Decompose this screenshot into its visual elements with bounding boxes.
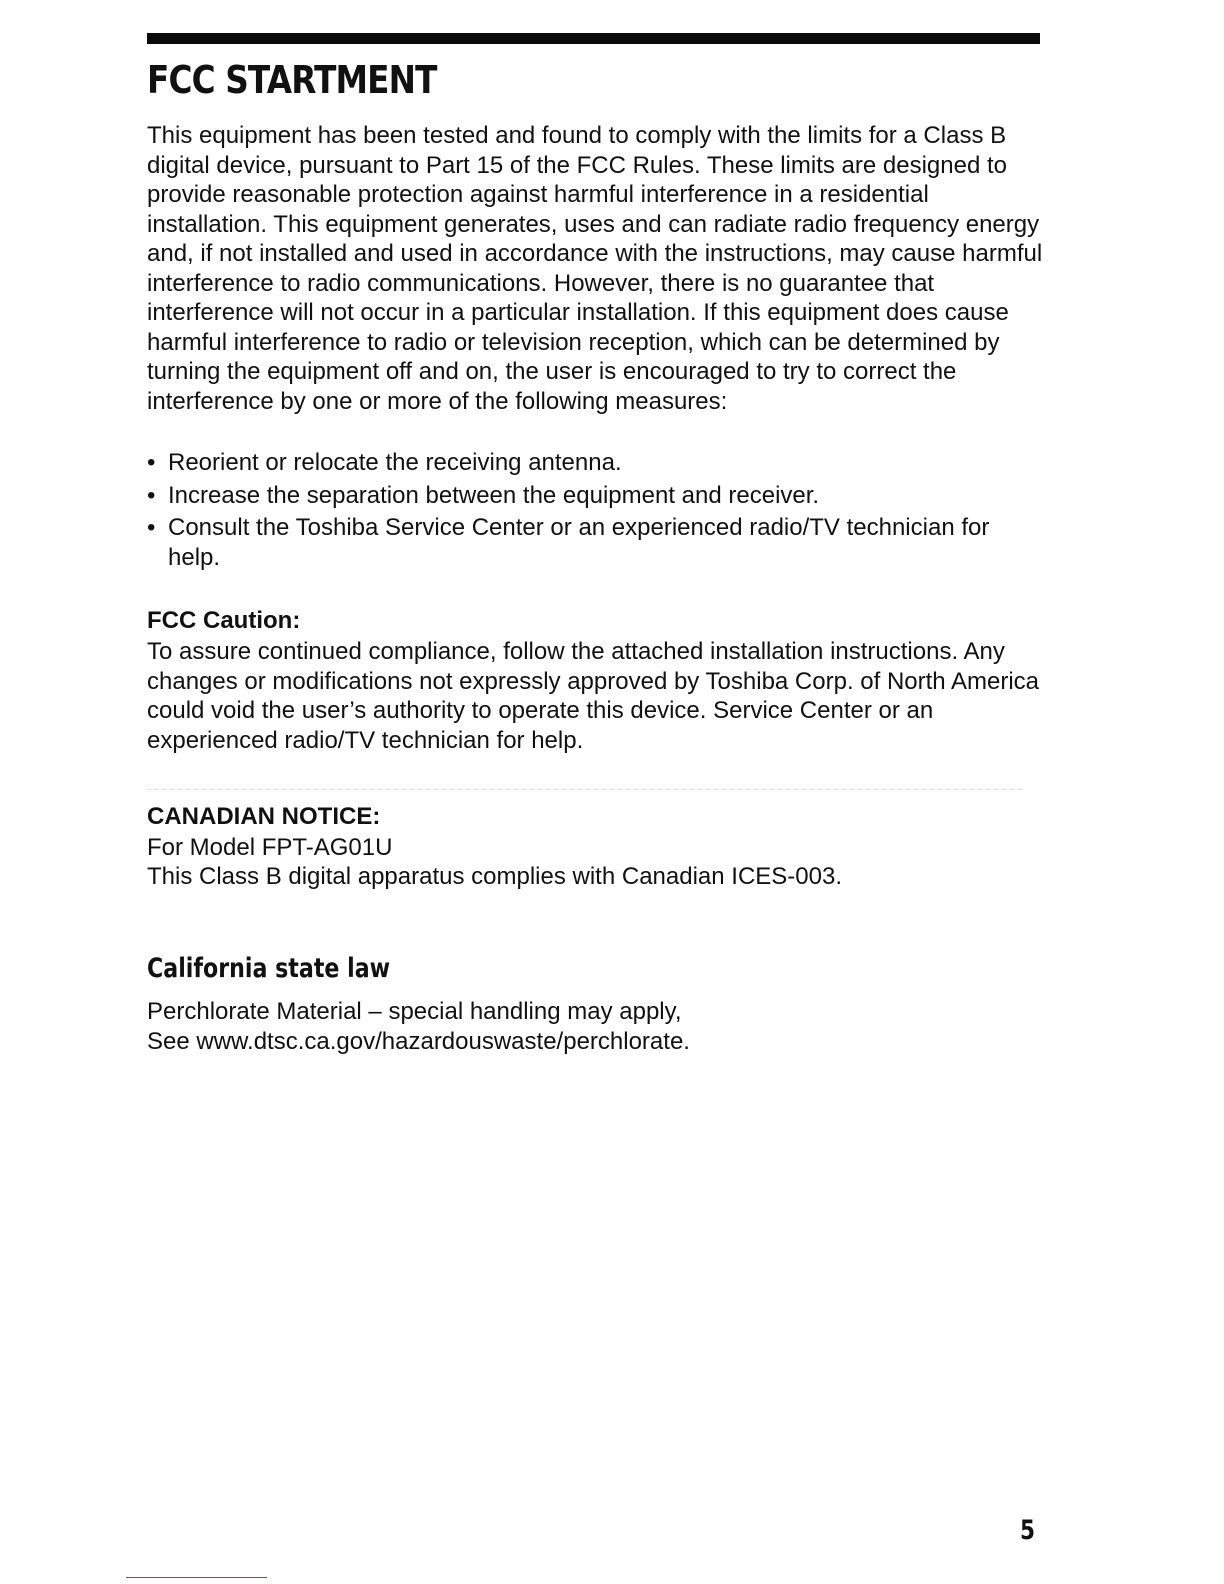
fcc-measures-list bbox=[147, 448, 1047, 575]
page-number: 5 bbox=[1020, 1515, 1036, 1546]
fcc-caution-paragraph: To assure continued compliance, follow the attached installation instructions. Any changes or modifications not expressly approved by Toshiba Corp. of North America could void the user’s authority to operate this device. Service Center or an experienced radio/TV technician for help. bbox=[147, 638, 1040, 754]
fcc-caution-heading: FCC Caution: bbox=[147, 607, 301, 634]
list-item bbox=[147, 513, 1047, 572]
perchlorate-url-line: See www.dtsc.ca.gov/hazardouswaste/perchlorate. bbox=[147, 1028, 690, 1055]
california-law-heading: California state law bbox=[147, 953, 391, 984]
page-title: FCC STARTMENT bbox=[147, 58, 437, 102]
measure-text: Consult the Toshiba Service Center or an experienced radio/TV technician for help. bbox=[168, 514, 990, 571]
fcc-statement-paragraph: This equipment has been tested and found to comply with the limits for a Class B digital device, pursuant to Part 15 of the FCC Rules. These limits are designed to provide reasonable protection against harmful interference in a residential installation. This equipment generates, uses and can radiate radio frequency energy and, if not installed and used in accordance with the instructions, may cause harmful interference to radio communications. However, there is no guarantee that interference will not occur in a particular installation. If this equipment does cause harmful interference to radio or television reception, which can be determined by turning the equipment off and on, the user is encouraged to try to correct the interference by one or more of the following measures: bbox=[147, 122, 1043, 415]
canadian-model-line: For Model FPT-AG01U bbox=[147, 834, 393, 861]
list-item bbox=[147, 448, 1047, 478]
perchlorate-line: Perchlorate Material – special handling may apply, bbox=[147, 998, 682, 1025]
bullet-icon: • bbox=[147, 481, 156, 509]
bullet-icon: • bbox=[147, 449, 156, 476]
canadian-statement-line: This Class B digital apparatus complies with Canadian ICES-003. bbox=[147, 863, 843, 890]
bullet-icon: • bbox=[147, 514, 156, 541]
footer-rule bbox=[126, 1577, 267, 1578]
canadian-notice-heading: CANADIAN NOTICE: bbox=[147, 803, 381, 830]
section-divider bbox=[147, 789, 1022, 790]
measure-text: Increase the separation between the equipment and receiver. bbox=[168, 481, 820, 509]
list-item bbox=[147, 481, 1047, 511]
measure-text: Reorient or relocate the receiving antenna. bbox=[168, 449, 622, 476]
top-rule bbox=[147, 33, 1040, 44]
